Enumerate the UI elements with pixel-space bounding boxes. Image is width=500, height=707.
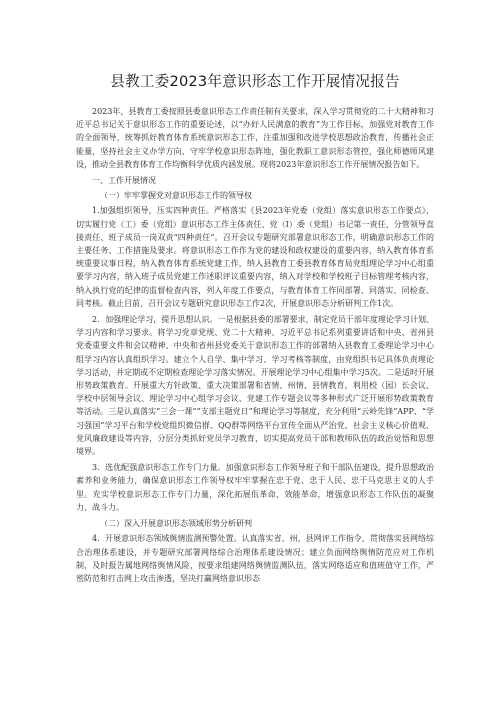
paragraph-dedicated-staff: 3．选优配强意识形态工作专门力量。加强意识形态工作领导班子和干部队伍建设，提升思想政治素养和业务能力，确保意识形态工作领导权牢牢掌握在忠于党、忠于人民、忠于马克思主义的人手里。充实学校意识形态工作专门力量，深化拓展佤革命、效能革命，增强意识形态工作队伍的凝聚力、战斗力。 <box>76 463 434 512</box>
document-title: 县教工委2023年意识形态工作开展情况报告 <box>110 73 400 90</box>
paragraph-organization-leadership: 1.加强组织领导，压实四种责任。严格落实《县2023年党委（党组）落实意识形态工作要点》，切实履行党（工）委（党组）意识形态工作主体责任、党（I）委（党组）书记第一责任、分管领导直接责任、班子成员一岗双责“四种责任”。召开会议专题研究部署意识形态工作，明确意识形态工作的主要任务、工作措施及要求。将意识形态工作作为党的建设和政权建设的重要内容，纳入教育体育系统重要议事日程，纳入教育体育系统党建工作，纳入县教育工委县教育体育局党组理论学习中心组重要学习内容，纳入班子成员党建工作述职评议重要内容，纳入对学校和学校班子目标管理考核内容，纳入执行党的纪律的监督检查内容，列入年度工作要点，与教育体育工作同部署、同落实、同检查、同考核。截止目前，召开会议专题研究意识形态工作2次，开展意识形态分析研判工作1次。 <box>76 206 434 308</box>
subsection-heading-analysis: （二）深入开展意识形态领域形势分析研判 <box>100 519 252 529</box>
paragraph-theory-study: 2．加强理论学习，提升思想认识。一是根据县委的部署要求，制定党员干部年度理论学习计划、学习内容和学习要求。将学习党章党规、党二十大精神、习近平总书记系列重要讲话和中央、省州县党委重要文件和会议精神、中央和省州县党委关于意识形态工作的部署纳入县教育工委理论学习中心组学习内容认真组织学习。建立个人自学、集中学习、学习考核等制度，由党组织书记具体负责理论学习活动，并定期或不定期检查理论学习落实情况。开展理论学习中心组集中学习5次。二是适时开展形势政策教育。开展重大方针政策、重大决策部署和省情、州情、县情教育，利用校（园）长会议、学校中层领导会议、理论学习中心组学习会议、党建工作专题会议等多种形式广泛开展形势政策教育等活动。三是认真落实“三会一课”“支部主题党日”和理论学习等制度，充分利用“云岭先锋”APP、“学习强国”学习平台和学校党组织微信群、QQ群等网络平台宣传全面从严治党、社会主义核心价值观、党风廉政建设等内容，分层分类抓好党员学习教育，切实提高党员干部和教师队伍的政治觉悟和思想境界。 <box>76 315 434 457</box>
subsection-heading-leadership: （一）牢牢掌握党对意识形态工作的领导权 <box>100 191 252 201</box>
paragraph-public-opinion-monitoring: 4．开展意识形态领域舆情监测预警处置。认真落实省、州、县网评工作指令，贯彻落实县网络综合治理体系建设，并专题研究部署网络综合治理体系建设情况；建立负面网络舆情防范应对工作机制，及时报告属地网络舆情风险，按要求组建网络舆情监测队伍，落实网络适应和值班值守工作，严密防范和打击网上攻击渗透，坚决打赢网络意识形态 <box>76 534 434 583</box>
document-body <box>76 105 434 585</box>
intro-paragraph: 2023年，县教育工委按照县委意识形态工作责任制有关要求，深入学习贯彻党的二十大精神和习近平总书记关于意识形态工作的重要论述，以“办好人民满意的教育”为工作目标，加强党对教育工作的全面领导，统筹抓好教育体育系统意识形态工作，注重加强和改进学校思想政治教育，传播社会正能量，坚持社会主义办学方向，守牢学校意识形态阵地，强化教职工意识形态管控，强化师德师风建设，推动全县教育体育工作均衡科学优质内涵发展。现将2023年意识形态工作开展情况报告如下。 <box>76 107 434 169</box>
section-heading-work-status: 一、工作开展情况 <box>92 176 156 186</box>
